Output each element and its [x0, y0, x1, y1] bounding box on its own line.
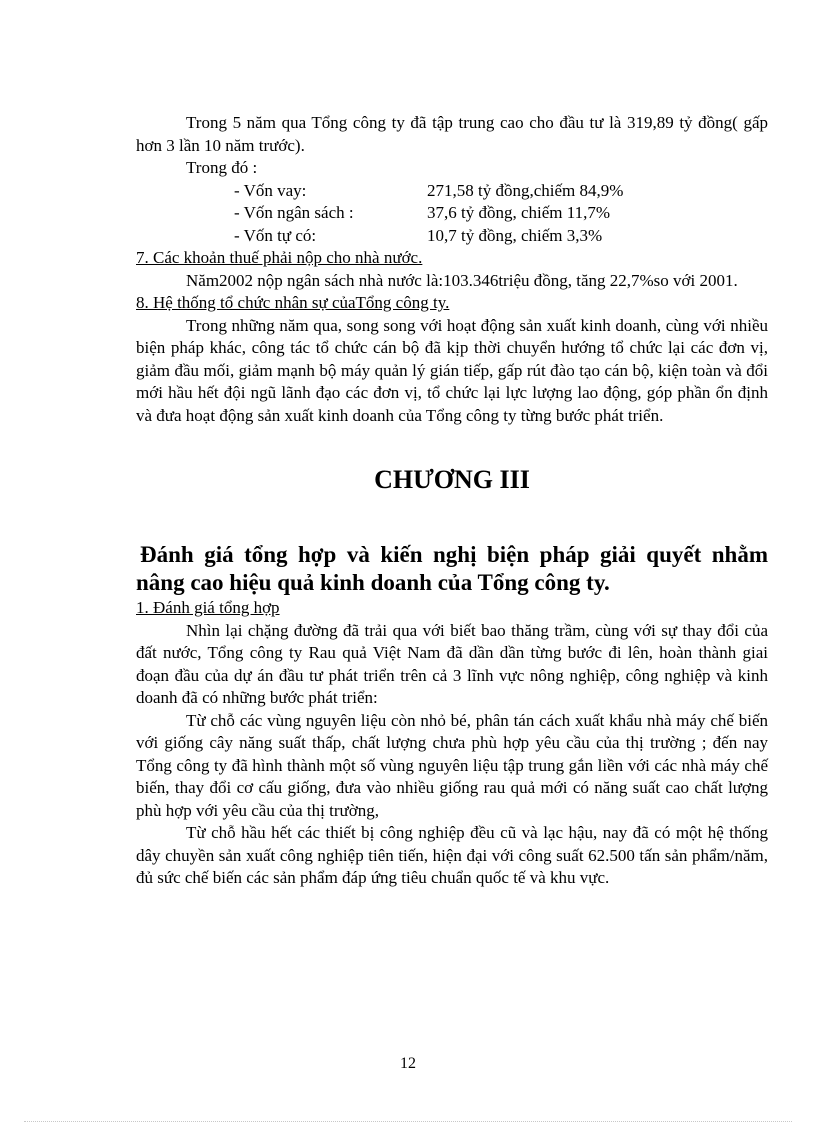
capital-value: 271,58 tỷ đồng,chiếm 84,9% [427, 180, 624, 200]
of-which-line: Trong đó : [186, 158, 258, 177]
section-1-paragraph-3: Từ chỗ hầu hết các thiết bị công nghiệp đều cũ và lạc hậu, nay đã có một hệ thống dây chuyền sản xuất công nghiệp tiên tiến, hiện đại với công suất 62.500 tấn sản phẩm/năm, đủ sức chế biến các sản phẩm đáp ứng tiêu chuẩn quốc tế và khu vực. [136, 823, 768, 887]
capital-row-budget [136, 202, 768, 225]
capital-value: 37,6 tỷ đồng, chiếm 11,7% [427, 203, 611, 222]
section-7-body: Năm2002 nộp ngân sách nhà nước là:103.346triệu đồng, tăng 22,7%so với 2001. [186, 270, 738, 290]
chapter-subtitle: Đánh giá tổng hợp và kiến nghị biện pháp giải quyết nhằm nâng cao hiệu quả kinh doanh của Tổng công ty. [136, 542, 768, 595]
section-1-heading: 1. Đánh giá tổng hợp [136, 598, 280, 617]
capital-breakdown-list [136, 180, 768, 248]
section-1-paragraph-1: Nhìn lại chặng đường đã trải qua với biết bao thăng trầm, cùng với sự thay đổi của đất nước, Tổng công ty Rau quả Việt Nam đã dần dần từng bước đi lên, hoàn thành giai đoạn đầu của dự án đầu tư phát triển trên cả 3 lĩnh vực nông nghiệp, công nghiệp và kinh doanh đã có những bước phát triển: [136, 620, 768, 707]
chapter-title: CHƯƠNG III [374, 465, 530, 494]
section-8-body: Trong những năm qua, song song với hoạt động sản xuất kinh doanh, cùng với nhiều biện pháp khác, công tác tổ chức cán bộ đã kịp thời chuyển hướng tổ chức lại các đơn vị, giảm đầu mối, giảm mạnh bộ máy quản lý gián tiếp, gấp rút đào tạo cán bộ, kiện toàn và đổi mới hầu hết đội ngũ lãnh đạo các đơn vị, tổ chức lại lực lượng lao động, góp phần ổn định và đưa hoạt động sản xuất kinh doanh của Tổng công ty từng bước phát triển. [136, 315, 768, 425]
document-body [136, 112, 768, 890]
section-1-paragraph-2: Từ chỗ các vùng nguyên liệu còn nhỏ bé, phân tán cách xuất khẩu nhà máy chế biến với giống cây năng suất thấp, chất lượng chưa phù hợp yêu cầu của thị trường ; đến nay Tổng công ty đã hình thành một số vùng nguyên liệu tập trung gắn liền với các nhà máy chế biến, thay đổi cơ cấu giống, đưa vào nhiều giống rau quả mới có năng suất cao chất lượng phù hợp với yêu cầu của thị trường, [136, 710, 768, 820]
section-8-heading: 8. Hệ thống tổ chức nhân sự củaTổng công ty. [136, 293, 450, 312]
capital-value: 10,7 tỷ đồng, chiếm 3,3% [427, 225, 603, 245]
capital-label: - Vốn vay: [234, 180, 307, 200]
capital-label: - Vốn ngân sách : [234, 203, 354, 222]
investment-paragraph: Trong 5 năm qua Tổng công ty đã tập trung cao cho đầu tư là 319,89 tỷ đồng( gấp hơn 3 lần 10 năm trước). [136, 113, 768, 155]
capital-label: - Vốn tự có: [234, 225, 317, 245]
capital-row-loan [136, 180, 768, 203]
page-bottom-divider [24, 1121, 792, 1122]
page-number: 12 [400, 1055, 416, 1072]
capital-row-own [136, 225, 768, 248]
section-7-heading: 7. Các khoản thuế phải nộp cho nhà nước. [136, 248, 423, 267]
